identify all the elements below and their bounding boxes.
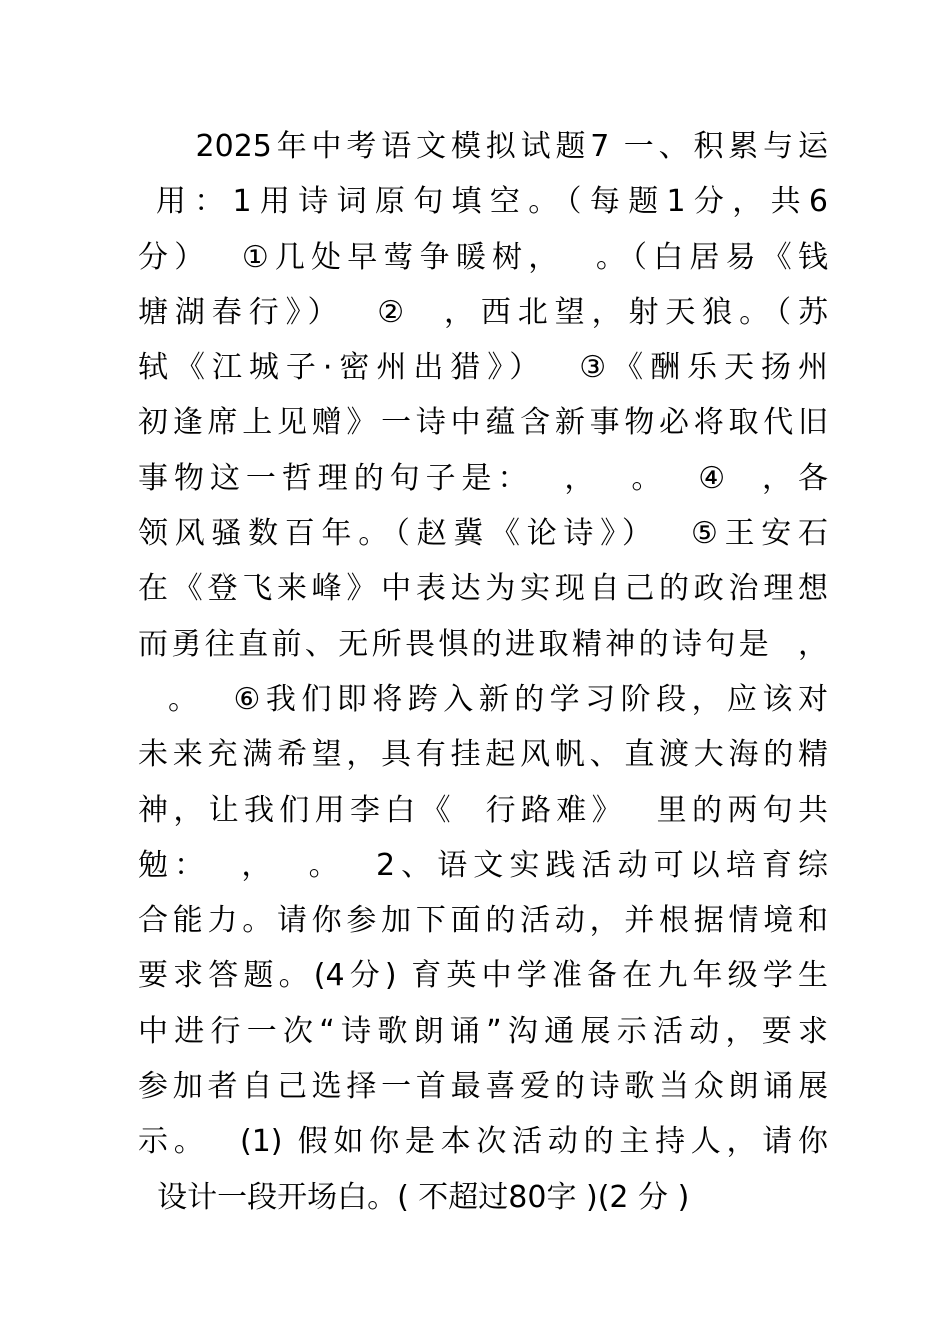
exam-text-block [138, 122, 828, 1228]
text-line: 分） ①几处早莺争暖树， 。（白居易《钱 [138, 239, 828, 275]
text-line: 轼《江城子·密州出猎》） ③《酬乐天扬州 [138, 350, 828, 386]
text-line: 初逢席上见赠》一诗中蕴含新事物必将取代旧 [138, 405, 828, 441]
text-line: 而勇往直前、无所畏惧的进取精神的诗句是 ， [138, 626, 828, 662]
text-line: 中进行一次“诗歌朗诵”沟通展示活动，要求 [138, 1013, 828, 1049]
text-line: 事物这一哲理的句子是： ， 。 ④ ，各 [138, 460, 828, 496]
text-line: 用：1用诗词原句填空。（每题1分，共6 [138, 184, 828, 220]
text-line: 2025年中考语文模拟试题7 一、积累与运 [138, 129, 828, 164]
text-line: 在《登飞来峰》中表达为实现自己的政治理想 [138, 571, 828, 607]
text-line: 塘湖春行》） ② ，西北望，射天狼。（苏 [138, 294, 828, 330]
text-line: 示。 (1) 假如你是本次活动的主持人，请你 [138, 1124, 828, 1160]
text-line: 领风骚数百年。（赵冀《论诗》） ⑤王安石 [138, 516, 828, 552]
text-line: 神，让我们用李白《 行路难》 里的两句共 [138, 792, 828, 828]
text-line: 参加者自己选择一首最喜爱的诗歌当众朗诵展 [138, 1069, 828, 1105]
text-line: 合能力。请你参加下面的活动，并根据情境和 [138, 903, 828, 939]
text-line: 。 ⑥我们即将跨入新的学习阶段，应该对 [138, 681, 828, 717]
text-line: 勉： ， 。 2、语文实践活动可以培育综 [138, 847, 828, 883]
text-line: 要求答题。(4分) 育英中学准备在九年级学生 [138, 958, 828, 994]
text-line: 设计一段开场白。( 不超过80字 )(2 分 ) [138, 1179, 690, 1215]
text-line: 未来充满希望，具有挂起风帆、直渡大海的精 [138, 737, 828, 773]
